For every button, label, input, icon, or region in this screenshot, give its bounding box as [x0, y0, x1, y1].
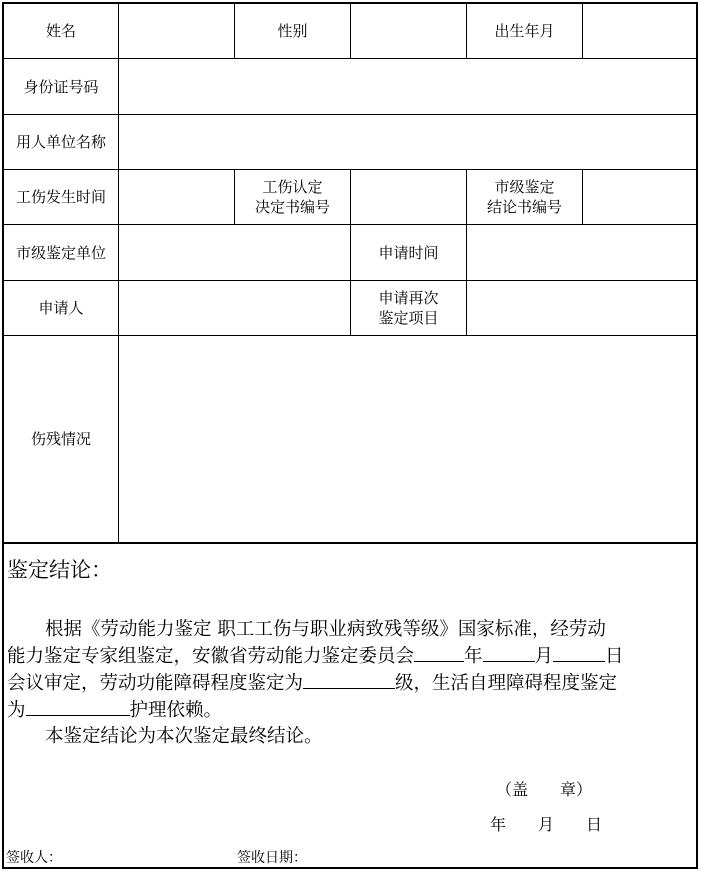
conclusion-text: 本鉴定结论为本次鉴定最终结论。 — [45, 726, 323, 747]
reapply-items-field[interactable] — [467, 281, 696, 335]
conclusion-text: 能力鉴定专家组鉴定，安徽省劳动能力鉴定委员会 — [7, 646, 415, 667]
city-unit-label: 市级鉴定单位 — [15, 243, 106, 262]
conclusion-line — [7, 697, 689, 724]
id-number-field[interactable] — [119, 59, 696, 114]
seal-date: 年 月 日 — [490, 815, 603, 834]
section-divider — [4, 542, 696, 544]
injury-time-field[interactable] — [119, 170, 234, 224]
year-blank[interactable] — [414, 643, 464, 662]
disability-field[interactable] — [119, 336, 696, 542]
gender-field[interactable] — [351, 4, 466, 58]
id-number-label: 身份证号码 — [23, 77, 99, 96]
conclusion-line — [7, 724, 689, 750]
conclusion-paragraph — [7, 617, 689, 750]
birth-label: 出生年月 — [494, 22, 555, 40]
applicant-field[interactable] — [119, 281, 350, 335]
day-label: 日 — [605, 646, 624, 667]
conclusion-text: 级，生活自理障碍程度鉴定 — [395, 673, 618, 694]
seal-label: （盖 章） — [496, 780, 593, 799]
conclusion-line — [7, 670, 689, 697]
reapply-items-label: 申请再次 鉴定项目 — [378, 289, 439, 327]
applicant-label: 申请人 — [38, 299, 84, 317]
employer-field[interactable] — [119, 115, 696, 169]
conclusion-text: 根据《劳动能力鉴定 职工工伤与职业病致残等级》国家标准，经劳动 — [45, 619, 606, 640]
month-label: 月 — [534, 646, 554, 667]
employer-label: 用人单位名称 — [15, 133, 106, 151]
name-field[interactable] — [119, 4, 234, 58]
decision-number-field[interactable] — [351, 170, 466, 224]
conclusion-text: 护理依赖。 — [129, 700, 223, 721]
conclusion-text: 为 — [7, 700, 26, 721]
decision-number-label: 工伤认定 决定书编号 — [254, 178, 330, 216]
city-conclusion-number-field[interactable] — [583, 170, 696, 224]
conclusion-heading: 鉴定结论： — [7, 558, 112, 582]
day-blank[interactable] — [553, 643, 605, 662]
gender-label: 性别 — [277, 22, 308, 40]
labor-grade-blank[interactable] — [303, 670, 395, 689]
birth-field[interactable] — [583, 4, 696, 58]
receipt-date-label: 签收日期： — [237, 850, 307, 866]
name-label: 姓名 — [45, 22, 76, 40]
year-label: 年 — [464, 646, 483, 667]
apply-time-field[interactable] — [467, 225, 696, 280]
month-blank[interactable] — [483, 643, 535, 662]
conclusion-line — [7, 617, 689, 643]
city-unit-field[interactable] — [119, 225, 350, 280]
apply-time-label: 申请时间 — [378, 243, 439, 262]
city-conclusion-number-label: 市级鉴定 结论书编号 — [486, 178, 562, 216]
care-dependency-blank[interactable] — [26, 697, 130, 716]
injury-time-label: 工伤发生时间 — [15, 188, 106, 206]
conclusion-text: 会议审定，劳动功能障碍程度鉴定为 — [7, 673, 304, 694]
conclusion-line — [7, 643, 689, 670]
disability-label: 伤残情况 — [30, 430, 91, 448]
appraisal-form — [2, 2, 698, 869]
receiver-label: 签收人： — [6, 850, 62, 866]
